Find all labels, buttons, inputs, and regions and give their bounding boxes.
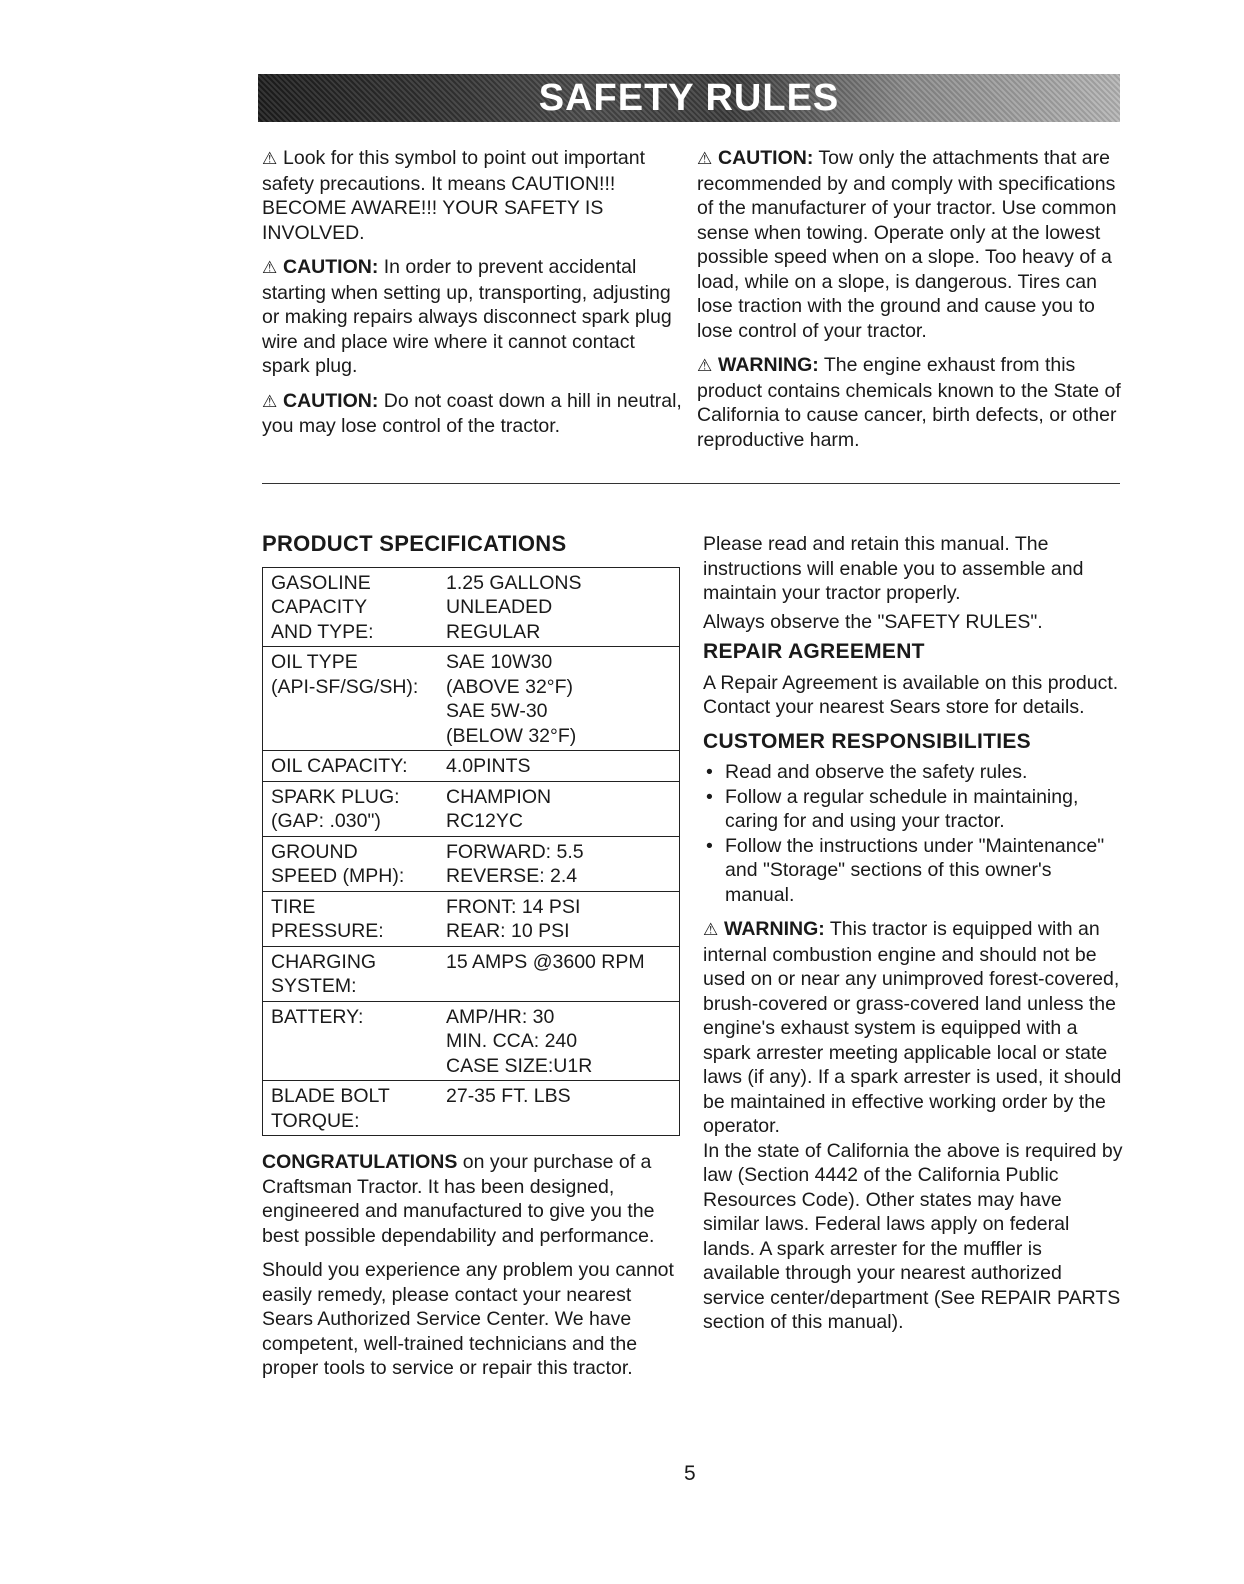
table-row bbox=[263, 1002, 679, 1082]
specs-heading: PRODUCT SPECIFICATIONS bbox=[262, 531, 567, 556]
safety-rules-banner bbox=[258, 74, 1120, 122]
repair-agreement-heading: REPAIR AGREEMENT bbox=[703, 640, 925, 663]
safety-intro-text: Look for this symbol to point out important safety precautions. It means CAUTION!!! BECOME AWARE!!! YOUR SAFETY IS INVOLVED. bbox=[262, 147, 646, 244]
safety-column-right bbox=[697, 146, 1122, 462]
table-row bbox=[263, 782, 679, 837]
spec-label: CHARGING SYSTEM: bbox=[271, 950, 377, 997]
caution-coast-hill bbox=[262, 389, 682, 439]
warning-triangle-icon: ⚠ bbox=[697, 149, 713, 168]
table-row bbox=[263, 647, 679, 751]
caution-label: CAUTION: bbox=[718, 147, 814, 169]
table-row bbox=[263, 892, 679, 947]
manual-intro: Please read and retain this manual. The instructions will enable you to assemble and maintain your tractor properly. bbox=[703, 533, 1084, 604]
manual-observe: Always observe the "SAFETY RULES". bbox=[703, 610, 1043, 633]
caution-accidental-start bbox=[262, 255, 682, 379]
list-item: • Read and observe the safety rules. bbox=[703, 760, 1123, 785]
warning-text: The engine exhaust from this product contains chemicals known to the State of California to cause cancer, birth defects, or other reproductive harm. bbox=[697, 354, 1121, 451]
spec-label: TIRE PRESSURE: bbox=[271, 895, 384, 942]
table-row bbox=[263, 568, 679, 648]
caution-towing bbox=[697, 146, 1122, 343]
safety-column-left bbox=[262, 146, 682, 449]
spec-table bbox=[262, 567, 680, 1137]
page-number: 5 bbox=[684, 1462, 696, 1485]
spec-value: FORWARD: 5.5 REVERSE: 2.4 bbox=[446, 840, 584, 887]
table-row bbox=[263, 837, 679, 892]
repair-agreement-text: A Repair Agreement is available on this product. Contact your nearest Sears store for details. bbox=[703, 671, 1119, 718]
caution-text: In order to prevent accidental starting when setting up, transporting, adjusting or making repairs always disconnect spark plug wire and place wire where it cannot contact spark plug. bbox=[262, 256, 672, 377]
table-row bbox=[263, 751, 679, 782]
warning-triangle-icon: ⚠ bbox=[262, 149, 278, 168]
spec-label: BATTERY: bbox=[271, 1005, 364, 1028]
table-row bbox=[263, 947, 679, 1002]
spec-value: 1.25 GALLONS UNLEADED REGULAR bbox=[446, 571, 582, 643]
warning-triangle-icon: ⚠ bbox=[703, 920, 719, 939]
spec-label: OIL TYPE (API-SF/SG/SH): bbox=[271, 651, 419, 698]
spec-value: 4.0PINTS bbox=[446, 755, 531, 777]
responsibilities-list bbox=[703, 760, 1123, 907]
spec-value: FRONT: 14 PSI REAR: 10 PSI bbox=[446, 895, 581, 942]
specs-column bbox=[262, 532, 687, 1391]
service-paragraph: Should you experience any problem you cannot easily remedy, please contact your nearest Sears Authorized Service Center. We have competent, well-trained technicians and the proper tools to service or repair this tractor. bbox=[262, 1259, 674, 1379]
warning-spark-arrester bbox=[703, 917, 1123, 1139]
caution-text: Tow only the attachments that are recommended by and comply with specifications of the manufacturer of your tractor. Use common sense when towing. Operate only at the lowest possible speed when on a slope. Too heavy of a load, while on a slope, is dangerous. Tires can lose traction with the ground and cause you to lose control of your tractor. bbox=[697, 147, 1117, 342]
caution-label: CAUTION: bbox=[283, 256, 379, 278]
info-column bbox=[703, 532, 1123, 1345]
congratulations-label: CONGRATULATIONS bbox=[262, 1151, 458, 1173]
list-item: • Follow the instructions under "Maintenance" and "Storage" sections of this owner's manual. bbox=[703, 834, 1123, 908]
customer-responsibilities-heading: CUSTOMER RESPONSIBILITIES bbox=[703, 729, 1031, 753]
spec-value: CHAMPION RC12YC bbox=[446, 785, 552, 832]
caution-text: Do not coast down a hill in neutral, you may lose control of the tractor. bbox=[262, 389, 682, 437]
spec-label: OIL CAPACITY: bbox=[271, 755, 408, 777]
warning-triangle-icon: ⚠ bbox=[262, 258, 278, 277]
warning-triangle-icon: ⚠ bbox=[697, 356, 713, 375]
spec-label: GASOLINE CAPACITY AND TYPE: bbox=[271, 571, 374, 643]
banner-title: SAFETY RULES bbox=[538, 76, 840, 119]
spec-label: GROUND SPEED (MPH): bbox=[271, 840, 405, 887]
list-item: • Follow a regular schedule in maintaining, caring for and using your tractor. bbox=[703, 785, 1123, 834]
warning-text: This tractor is equipped with an internal combustion engine and should not be used on or near any unimproved forest-covered, brush-covered or grass-covered land unless the engine's exhaust system is equipped with a spark arrester meeting applicable local or state laws (if any). If a spark arrester is used, it should be maintained in effective working order by the operator. bbox=[703, 918, 1122, 1137]
spec-value: SAE 10W30 (ABOVE 32°F) SAE 5W-30 (BELOW 32°F) bbox=[446, 651, 577, 747]
congratulations-paragraph bbox=[262, 1150, 687, 1248]
section-divider bbox=[262, 483, 1120, 484]
spec-label: SPARK PLUG: (GAP: .030") bbox=[271, 785, 400, 832]
warning-label: WARNING: bbox=[724, 918, 825, 940]
warning-triangle-icon: ⚠ bbox=[262, 391, 278, 411]
warning-exhaust bbox=[697, 353, 1122, 452]
congratulations-text: on your purchase of a Craftsman Tractor. It has been designed, engineered and manufactured to give you the best possible dependability and performance. bbox=[262, 1151, 655, 1247]
warning-label: WARNING: bbox=[718, 354, 819, 376]
spec-label: BLADE BOLT TORQUE: bbox=[271, 1085, 390, 1132]
spec-value: 15 AMPS @3600 RPM bbox=[446, 950, 645, 973]
california-law-text: In the state of California the above is required by law (Section 4442 of the California Public Resources Code). Other states may have similar laws. Federal laws apply on federal lands. A spark arrester for the muffler is available through your nearest authorized service center/department (See REPAIR PARTS section of this manual). bbox=[703, 1139, 1123, 1333]
safety-intro bbox=[262, 146, 682, 245]
caution-label: CAUTION: bbox=[283, 389, 379, 412]
spec-value: 27-35 FT. LBS bbox=[446, 1085, 571, 1107]
table-row bbox=[263, 1081, 679, 1135]
spec-value: AMP/HR: 30 MIN. CCA: 240 CASE SIZE:U1R bbox=[446, 1005, 593, 1077]
